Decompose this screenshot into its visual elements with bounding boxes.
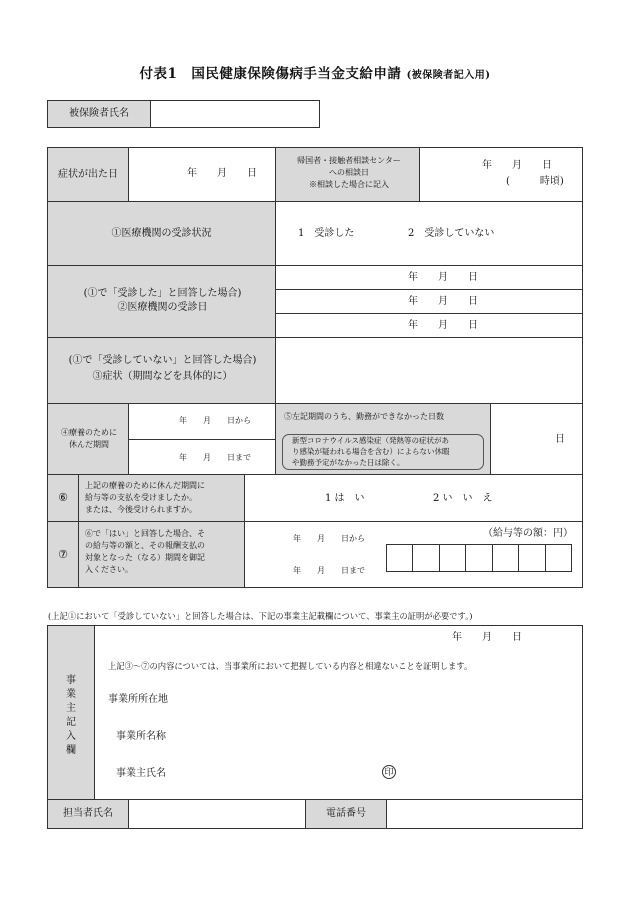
consult-date: 年 月 日 [482, 160, 552, 171]
q5-label-cell [275, 403, 491, 475]
q7-to[interactable]: 年 月 日まで [293, 566, 365, 575]
q7-number: ⑦ [58, 547, 68, 561]
q1-option-visited[interactable]: 1 受診した [298, 228, 355, 239]
q2-date-field-2[interactable] [275, 289, 583, 314]
consult-label-1: 帰国者・接触者相談センター [297, 156, 401, 165]
q7-field [244, 521, 583, 588]
q3-symptoms-field[interactable] [275, 337, 583, 404]
q7-label-1: ⑥で「はい」と回答した場合、そ [85, 529, 205, 538]
consult-date-field[interactable] [419, 147, 583, 202]
q6-label-3: または、今後受けられますか。 [85, 505, 197, 514]
q7-label-2: の給与等の額と、その報酬支払の [85, 541, 205, 550]
amount-digit-box[interactable] [387, 545, 412, 571]
amount-digit-box[interactable] [439, 545, 465, 571]
side-char-1: 事 [66, 675, 76, 686]
q7-amount-label: （給与等の額：円） [483, 528, 573, 539]
q7-label-4: 入ください。 [85, 565, 133, 574]
q1-label: ①医療機関の受診状況 [111, 227, 212, 239]
side-char-2: 業 [66, 689, 76, 700]
owner-name-label: 事業主氏名 [116, 768, 166, 779]
consult-label-2: への相談日 [329, 168, 369, 177]
q7-amount-boxes[interactable] [386, 544, 572, 572]
q4-from: 年 月 日から [179, 416, 251, 425]
employer-side-label-cell [47, 625, 95, 800]
onset-label-cell [47, 147, 129, 202]
q5-days-unit: 日 [555, 434, 565, 445]
side-char-4: 記 [66, 717, 76, 728]
contact-person-label: 担当者氏名 [63, 808, 113, 819]
q7-number-cell [47, 521, 79, 588]
q7-from[interactable]: 年 月 日から [293, 534, 365, 543]
title-main: 付表1 国民健康保険傷病手当金支給申請 [139, 66, 402, 82]
contact-person-label-cell [47, 799, 129, 829]
q5-note-1: 新型コロナウイルス感染症（発熱等の症状があ [292, 436, 450, 445]
insured-name-label: 被保険者氏名 [69, 108, 129, 119]
q6-number-cell [47, 474, 79, 522]
side-char-6: 欄 [66, 745, 76, 756]
q4-label-cell [47, 403, 129, 475]
onset-date: 年 月 日 [187, 168, 257, 179]
insured-name-label-cell [47, 100, 151, 128]
q2-label-2: ②医療機関の受診日 [117, 302, 208, 313]
onset-label: 症状が出た日 [58, 168, 118, 180]
q6-options [244, 474, 583, 522]
q6-label-2: 給与等の支払を受けましたか。 [85, 493, 197, 502]
q5-days-field[interactable] [490, 403, 583, 475]
employer-side-label [48, 674, 94, 758]
employer-date[interactable]: 年 月 日 [452, 632, 522, 643]
q6-number: ⑥ [58, 491, 68, 505]
onset-date-field[interactable] [128, 147, 276, 202]
amount-digit-box[interactable] [412, 545, 438, 571]
amount-digit-box[interactable] [545, 545, 571, 571]
q1-label-cell [47, 201, 276, 266]
q2-date-field-1[interactable] [275, 265, 583, 290]
q3-label-1: (①で「受診していない」と回答した場合) [68, 355, 257, 366]
page-title [0, 62, 630, 82]
q2-date-2: 年 月 日 [408, 296, 478, 307]
q4-to-field[interactable] [128, 439, 276, 475]
employer-statement: 上記③～⑦の内容については、当事業所において把握している内容と相違ないことを証明します。 [108, 661, 473, 671]
amount-digit-box[interactable] [518, 545, 544, 571]
q2-date-1: 年 月 日 [408, 272, 478, 283]
contact-person-field[interactable] [128, 799, 306, 829]
q2-date-3: 年 月 日 [408, 320, 478, 331]
q5-label-text: ⑤左記期間のうち、勤務ができなかった日数 [284, 412, 444, 421]
q2-date-field-3[interactable] [275, 313, 583, 338]
q1-options [275, 201, 583, 266]
consult-label-cell [275, 147, 420, 202]
seal-mark: 印 [382, 765, 396, 779]
amount-digit-box[interactable] [492, 545, 518, 571]
q5-note-3: や勤務予定がなかった日は除く。 [292, 458, 405, 467]
address-label: 事業所所在地 [108, 694, 168, 705]
amount-digit-box[interactable] [465, 545, 491, 571]
q6-option-yes[interactable]: 1 は い [325, 493, 365, 504]
phone-field[interactable] [386, 799, 583, 829]
q4-label-2: 休んだ期間 [69, 440, 109, 449]
q2-label-cell [47, 265, 276, 338]
q1-option-not-visited[interactable]: 2 受診していない [408, 228, 495, 239]
q4-label-1: ④療養のために [61, 428, 117, 437]
insured-name-field[interactable] [150, 100, 320, 128]
q2-label-1: (①で「受診した」と回答した場合) [83, 288, 242, 299]
side-char-5: 入 [66, 731, 76, 742]
phone-label: 電話番号 [326, 808, 366, 819]
consult-time: ( 時頃) [506, 176, 564, 187]
q4-to: 年 月 日まで [179, 453, 251, 462]
title-sub: (被保険者記入用) [406, 70, 491, 81]
q4-from-field[interactable] [128, 403, 276, 440]
office-name-label: 事業所名称 [116, 731, 166, 742]
q5-note-2: り感染が疑われる場合を含む）によらない休暇 [292, 447, 450, 456]
side-char-3: 主 [66, 703, 76, 714]
consult-label-3: ※相談した場合に記入 [309, 180, 389, 189]
phone-label-cell [305, 799, 387, 829]
q6-label-1: 上記の療養のために休んだ期間に [85, 481, 205, 490]
q7-label-3: 対象となった（なる）期間を御記 [85, 553, 205, 562]
q7-label-cell [78, 521, 245, 588]
q6-option-no[interactable]: 2 い い え [433, 493, 493, 504]
q6-label-cell [78, 474, 245, 522]
q3-label-2: ③症状（期間などを具体的に） [92, 371, 233, 382]
q3-label-cell [47, 337, 276, 404]
employer-note: (上記①において「受診していない」と回答した場合は、下記の事業主記載欄について、事業主の証明が必要です。) [48, 611, 473, 621]
